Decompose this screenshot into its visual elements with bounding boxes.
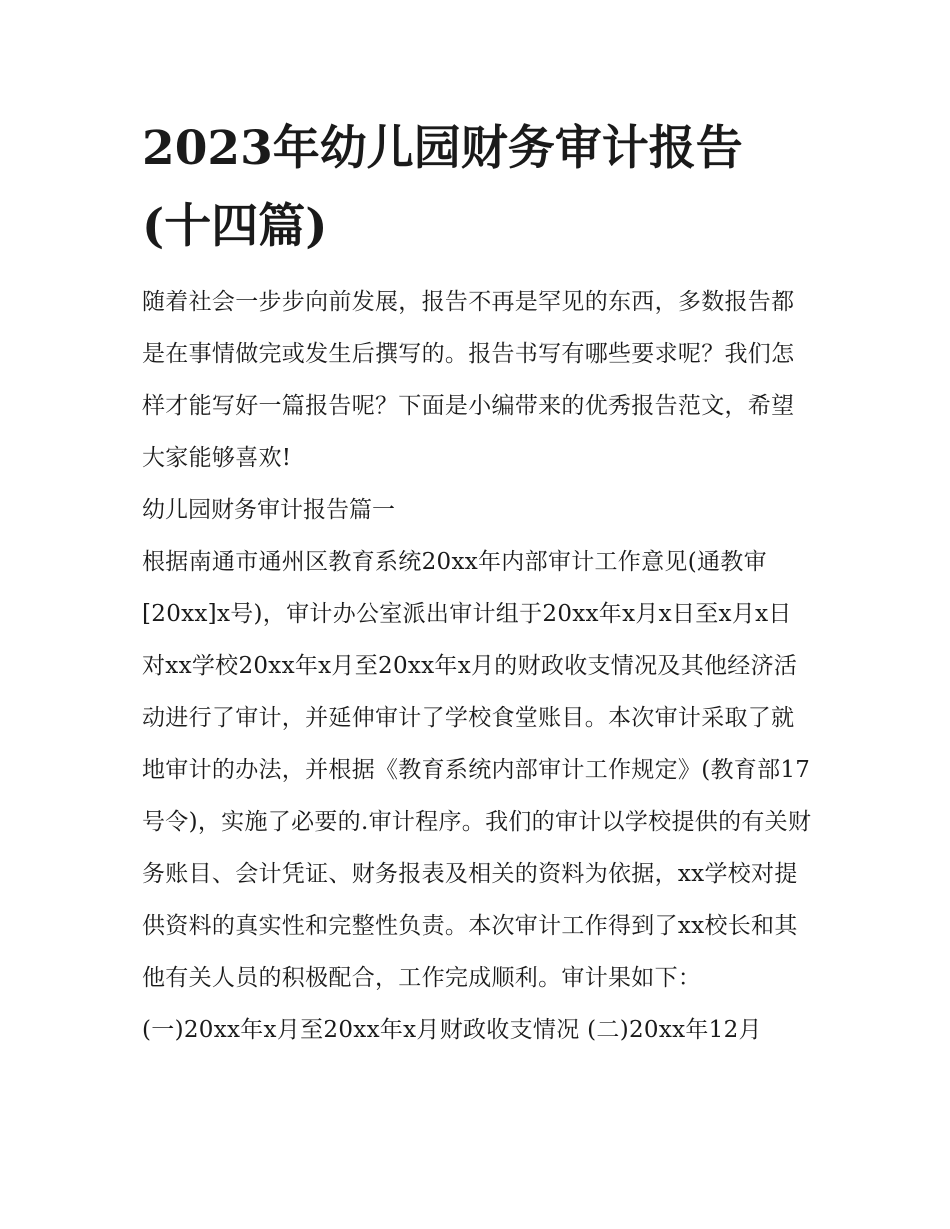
document-title-line2: (十四篇) [142, 199, 328, 254]
section-list-line: (一)20xx年x月至20xx年x月财政收支情况 (二)20xx年12月 [142, 1017, 762, 1043]
document-page [142, 110, 814, 1056]
intro-paragraph: 随着社会一步步向前发展，报告不再是罕见的东西，多数报告都是在事情做完或发生后撰写的。报告书写有哪些要求呢？我们怎样才能写好一篇报告呢？下面是小编带来的优秀报告范文，希望大家能够喜欢! [142, 289, 795, 471]
section-heading: 幼儿园财务审计报告篇一 [142, 497, 395, 523]
document-title-line1: 2023年幼儿园财务审计报告 [142, 121, 743, 176]
document-title [142, 110, 814, 266]
section-paragraph: 根据南通市通州区教育系统20xx年内部审计工作意见(通教审[20xx]x号)，审计办公室派出审计组于20xx年x月x日至x月x日对xx学校20xx年x月至20xx年x月的财政收支情况及其他经济活动进行了审计，并延伸审计了学校食堂账目。本次审计采取了就地审计的办法，并根据《教育系统内部审计工作规定》(教育部17号令)，实施了必要的.审计程序。我们的审计以学校提供的有关财务账目、会计凭证、财务报表及相关的资料为依据，xx学校对提供资料的真实性和完整性负责。本次审计工作得到了xx校长和其他有关人员的积极配合，工作完成顺利。审计果如下： [142, 549, 812, 991]
